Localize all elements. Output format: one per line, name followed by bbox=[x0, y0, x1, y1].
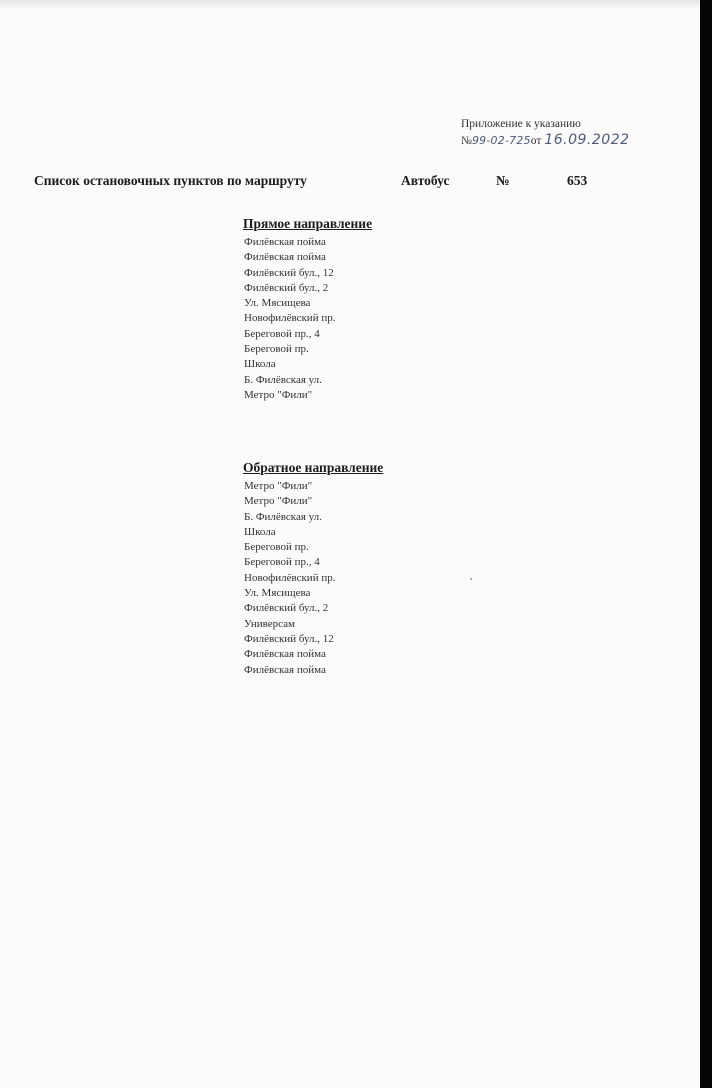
reverse-stop: Береговой пр. bbox=[244, 541, 309, 554]
reverse-stop: Универсам bbox=[244, 617, 295, 630]
forward-stop: Филёвский бул., 12 bbox=[244, 266, 334, 279]
title-vehicle-type: Автобус bbox=[401, 173, 450, 188]
forward-stop: Б. Филёвская ул. bbox=[244, 373, 322, 386]
title-number-sign: № bbox=[496, 173, 510, 188]
forward-stop: Береговой пр. bbox=[244, 343, 309, 356]
forward-direction-heading: Прямое направление bbox=[243, 216, 373, 231]
forward-stop: Филёвский бул., 2 bbox=[244, 281, 329, 294]
appendix-date-prefix: от bbox=[530, 135, 542, 147]
reverse-stop: Метро "Фили" bbox=[244, 480, 313, 492]
handwritten-order-number: 99-02-725 bbox=[471, 134, 531, 147]
reverse-stop: Ул. Мясищева bbox=[244, 587, 311, 600]
reverse-stop: Б. Филёвская ул. bbox=[244, 510, 322, 523]
forward-stop-list bbox=[244, 235, 335, 403]
appendix-note bbox=[461, 116, 630, 149]
reverse-stop-list bbox=[244, 479, 335, 678]
forward-stop: Береговой пр., 4 bbox=[244, 327, 320, 340]
forward-stop: Школа bbox=[244, 358, 276, 371]
reverse-stop: Новофилёвский пр. bbox=[244, 571, 336, 584]
forward-stop: Метро "Фили" bbox=[244, 388, 313, 401]
document-title-row bbox=[34, 173, 644, 193]
reverse-stop: Филёвская пойма bbox=[244, 648, 326, 661]
forward-stop: Ул. Мясищева bbox=[244, 297, 311, 310]
forward-stop: Филёвская пойма bbox=[244, 236, 326, 248]
forward-stop: Филёвская пойма bbox=[244, 251, 326, 264]
scan-dark-edge bbox=[700, 0, 712, 1088]
appendix-label: Приложение к указанию bbox=[461, 118, 581, 130]
scan-speck bbox=[470, 578, 472, 580]
reverse-stop: Филёвский бул., 12 bbox=[244, 632, 334, 645]
forward-stop: Новофилёвский пр. bbox=[244, 312, 336, 325]
title-route-number: 653 bbox=[567, 173, 588, 188]
handwritten-order-date: 16.09.2022 bbox=[544, 132, 630, 148]
scan-top-shadow bbox=[0, 0, 700, 10]
title-list-label: Список остановочных пунктов по маршруту bbox=[34, 173, 307, 188]
reverse-stop: Филёвская пойма bbox=[244, 663, 326, 676]
reverse-stop: Береговой пр., 4 bbox=[244, 556, 320, 569]
reverse-stop: Школа bbox=[244, 525, 276, 538]
appendix-number-prefix: № bbox=[461, 135, 472, 147]
reverse-stop: Филёвский бул., 2 bbox=[244, 602, 329, 615]
appendix-number-line bbox=[461, 132, 630, 149]
reverse-direction-heading: Обратное направление bbox=[243, 460, 384, 475]
reverse-stop: Метро "Фили" bbox=[244, 495, 313, 508]
